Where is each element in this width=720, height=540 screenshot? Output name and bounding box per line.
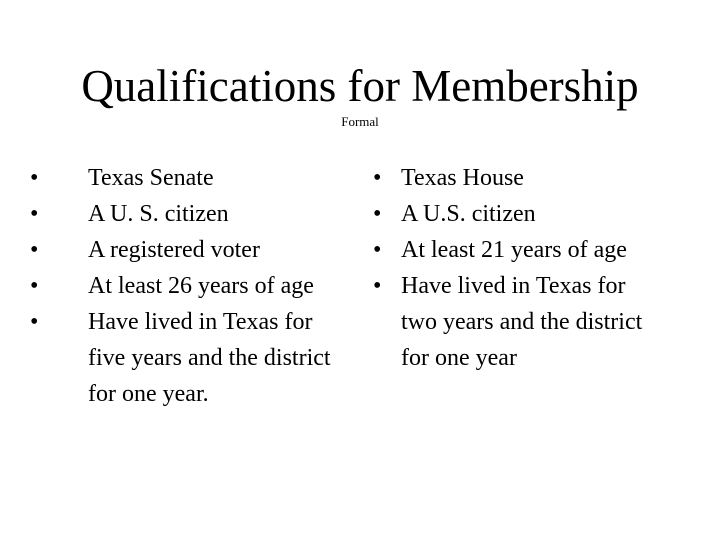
house-qualifications-list [373, 160, 647, 376]
bullet-icon: • [373, 165, 382, 191]
list-item [373, 196, 647, 232]
list-item [373, 160, 647, 196]
bullet-icon: • [30, 201, 39, 227]
list-item-text: At least 21 years of age [401, 237, 627, 263]
list-item-text: A registered voter [88, 237, 260, 263]
list-item-text: A U. S. citizen [88, 201, 229, 227]
list-item [30, 196, 340, 232]
senate-qualifications-list [30, 160, 340, 412]
list-item-text: Have lived in Texas for five years and the district for one year. [88, 309, 331, 407]
slide-subtitle: Formal [341, 114, 379, 129]
bullet-icon: • [30, 237, 39, 263]
list-item [30, 304, 340, 412]
bullet-icon: • [373, 201, 382, 227]
list-item-text: At least 26 years of age [88, 273, 314, 299]
list-item-text: Texas House [401, 165, 524, 191]
slide-title: Qualifications for Membership [81, 61, 639, 111]
bullet-icon: • [30, 165, 39, 191]
list-item [30, 268, 340, 304]
list-item-text: A U.S. citizen [401, 201, 536, 227]
bullet-icon: • [373, 237, 382, 263]
bullet-icon: • [30, 309, 39, 335]
list-item [373, 268, 647, 376]
bullet-icon: • [30, 273, 39, 299]
list-item [30, 232, 340, 268]
bullet-icon: • [373, 273, 382, 299]
list-item [30, 160, 340, 196]
list-item [373, 232, 647, 268]
list-item-text: Texas Senate [88, 165, 214, 191]
list-item-text: Have lived in Texas for two years and the district for one year [401, 273, 643, 371]
